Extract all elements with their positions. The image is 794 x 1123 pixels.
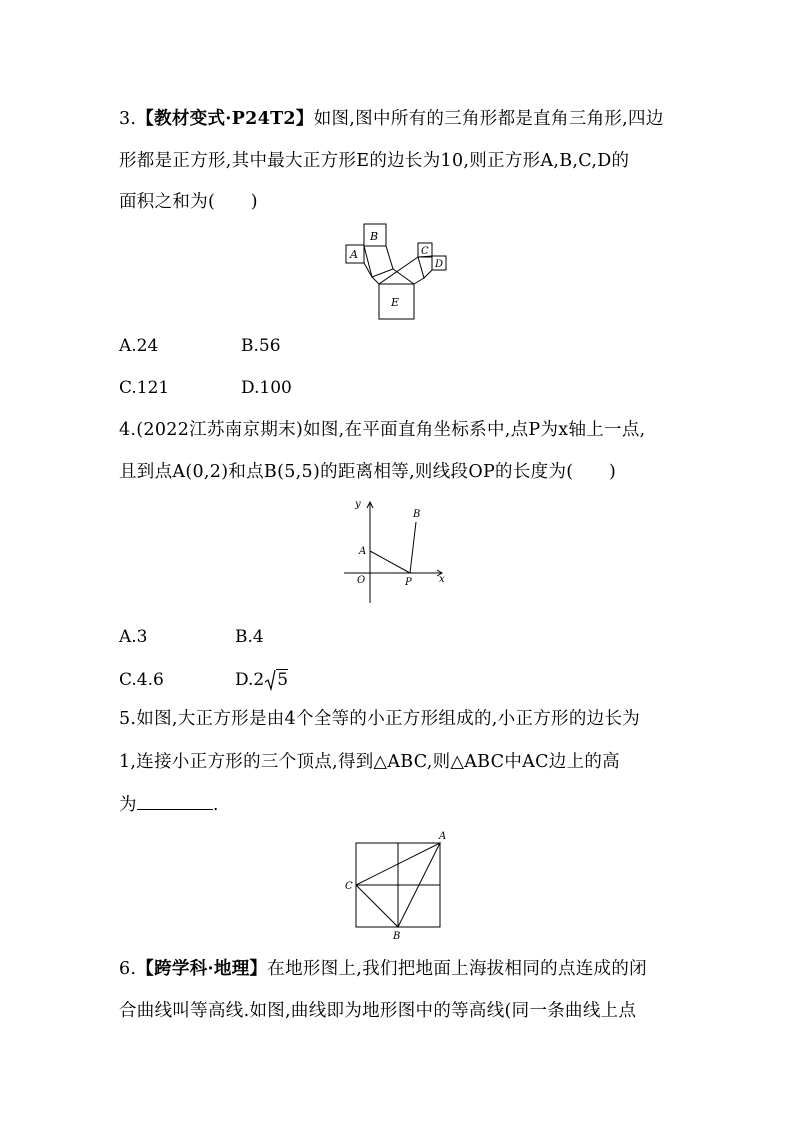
q3-left-square [364,246,393,277]
q5-line-3 [119,793,219,816]
q3-number: 3. [119,109,137,129]
q3-text-1: 如图,图中所有的三角形都是直角三角形,四边 [313,109,664,129]
q4-option-b: B.4 [235,627,264,647]
q5-label-b: B [393,931,401,942]
q4-label-p: P [405,577,412,588]
q4-option-c: C.4.6 [119,670,164,690]
q4-label-x: x [439,574,445,585]
q4-line-2: 且到点A(0,2)和点B(5,5)的距离相等,则线段OP的长度为( ) [119,462,617,482]
q4-label-o: O [357,575,366,586]
q3-line-1 [119,108,664,130]
q6-number: 6. [119,959,137,979]
q4-coordinate-figure [341,495,453,605]
q4-option-d-prefix: D.2 [235,670,265,690]
sqrt-symbol [264,669,288,691]
q3-option-c: C.121 [119,378,170,398]
q4-label-y: y [355,499,361,510]
q4-label-b: B [413,509,421,520]
q5-label-a: A [439,831,447,842]
q3-a-link [364,263,372,277]
q3-option-d: D.100 [241,378,292,398]
q3-option-b: B.56 [241,336,281,356]
q3-squares-figure [341,222,451,322]
q4-line-1: 4.(2022江苏南京期末)如图,在平面直角坐标系中,点P为x轴上一点, [119,420,646,440]
q6-tag: 【跨学科·地理】 [136,959,268,979]
q4-option-d [235,669,288,691]
q3-right-leg [379,257,418,284]
q3-line-3: 面积之和为( ) [119,192,258,212]
q3-line-2: 形都是正方形,其中最大正方形E的边长为10,则正方形A,B,C,D的 [119,151,630,171]
q3-label-d: D [435,259,444,270]
q4-option-d-radicand: 5 [277,670,289,690]
q5-line-1: 5.如图,大正方形是由4个全等的小正方形组成的,小正方形的边长为 [119,709,641,729]
q5-line-3-suffix: . [212,795,219,815]
q5-line-2: 1,连接小正方形的三个顶点,得到△ABC,则△ABC中AC边上的高 [119,752,620,772]
q3-label-b: B [370,230,379,243]
q6-line-1 [119,958,647,980]
q3-label-c: C [421,246,429,257]
q3-tag: 【教材变式·P24T2】 [136,109,314,129]
q4-segment-pb [410,522,416,573]
q4-option-a: A.3 [119,627,148,647]
q6-line-2: 合曲线叫等高线.如图,曲线即为地形图中的等高线(同一条曲线上点 [119,1001,637,1021]
q3-left-leg [372,277,379,284]
q3-option-a: A.24 [119,336,159,356]
q5-label-c: C [345,881,353,892]
q6-text-1: 在地形图上,我们把地面上海拔相同的点连成的闭 [267,959,647,979]
q4-label-a: A [359,546,367,557]
q3-right-hyp [414,278,424,284]
q3-label-e: E [391,296,400,309]
q5-line-3-prefix: 为 [119,795,137,815]
q5-grid-figure [341,828,451,943]
answer-blank[interactable] [137,793,213,810]
q3-label-a: A [350,248,358,261]
q3-right-square [418,256,432,278]
q4-segment-pa [370,551,410,573]
q3-left-hyp [393,269,414,284]
